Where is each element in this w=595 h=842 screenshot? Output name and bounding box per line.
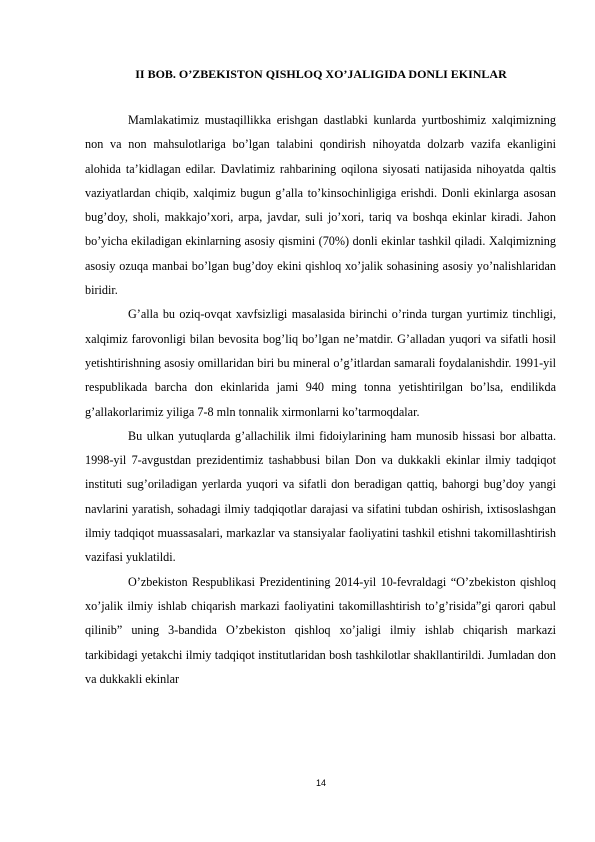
paragraph-2: G’alla bu oziq-ovqat xavfsizligi masalasida birinchi o’rinda turgan yurtimiz tinchligi, xalqimiz farovonligi bilan bevosita bog’liq bo’lgan ne’matdir. G’alladan yuqori va sifatli hosil yetishtirishning asosiy omillaridan biri bu mineral o’g’itlardan samarali foydalanishdir. 1991-yil respublikada barcha don ekinlarida jami 940 ming tonna yetishtirilgan bo’lsa, endilikda g’allakorlarimiz yiliga 7-8 mln tonnalik xirmonlarni ko’tarmoqdalar.: [85, 307, 556, 419]
body-text: [85, 108, 556, 691]
paragraph-3: Bu ulkan yutuqlarda g’allachilik ilmi fidoiylarining ham munosib hissasi bor albatta. 1998-yil 7-avgustdan prezidentimiz tashabbusi bilan Don va dukkakli ekinlar ilmiy tadqiqot instituti sug’oriladigan yerlarda yuqori va sifatli don beradigan qattiq, bahorgi bug’doy yangi navlarini yaratish, sohadagi ilmiy tadqiqotlar darajasi va sifatini tubdan oshirish, ixtisoslashgan ilmiy tadqiqot muassasalari, markazlar va stansiyalar faoliyatini tashkil etishni takomillashtirish vazifasi yuklatildi.: [85, 428, 556, 565]
paragraph-4: O’zbekiston Respublikasi Prezidentining 2014-yil 10-fevraldagi “O’zbekiston qishloq xo’jalik ilmiy ishlab chiqarish markazi faoliyatini takomillashtirish to’g’risida”gi qarori qabul qilinib” uning 3-bandida O’zbekiston qishloq xo’jaligi ilmiy ishlab chiqarish markazi tarkibidagi yetakchi ilmiy tadqiqot institutlaridan bosh tashkilotlar shakllantirildi. Jumladan don va dukkakli ekinlar: [85, 574, 556, 686]
paragraph-1: Mamlakatimiz mustaqillikka erishgan dastlabki kunlarda yurtboshimiz xalqimizning non va non mahsulotlariga bo’lgan talabini qondirish nihoyatda dolzarb vazifa ekanligini alohida ta’kidlagan edilar. Davlatimiz rahbarining oqilona siyosati natijasida nihoyatda qaltis vaziyatlardan chiqib, xalqimiz bugun g’alla to’kinsochinligiga erishdi. Donli ekinlarga asosan bug’doy, sholi, makkajo’xori, arpa, javdar, suli jo’xori, tariq va boshqa ekinlar kiradi. Jahon bo’yicha ekiladigan ekinlarning asosiy qismini (70%) donli ekinlar tashkil qiladi. Xalqimizning asosiy ozuqa manbai bo’lgan bug’doy ekini qishloq xo’jalik sohasining asosiy yo’nalishlaridan biridir.: [85, 113, 556, 298]
page-number: 14: [315, 778, 326, 788]
chapter-heading: II BOB. O’ZBEKISTON QISHLOQ XO’JALIGIDA DONLI EKINLAR: [135, 67, 507, 81]
